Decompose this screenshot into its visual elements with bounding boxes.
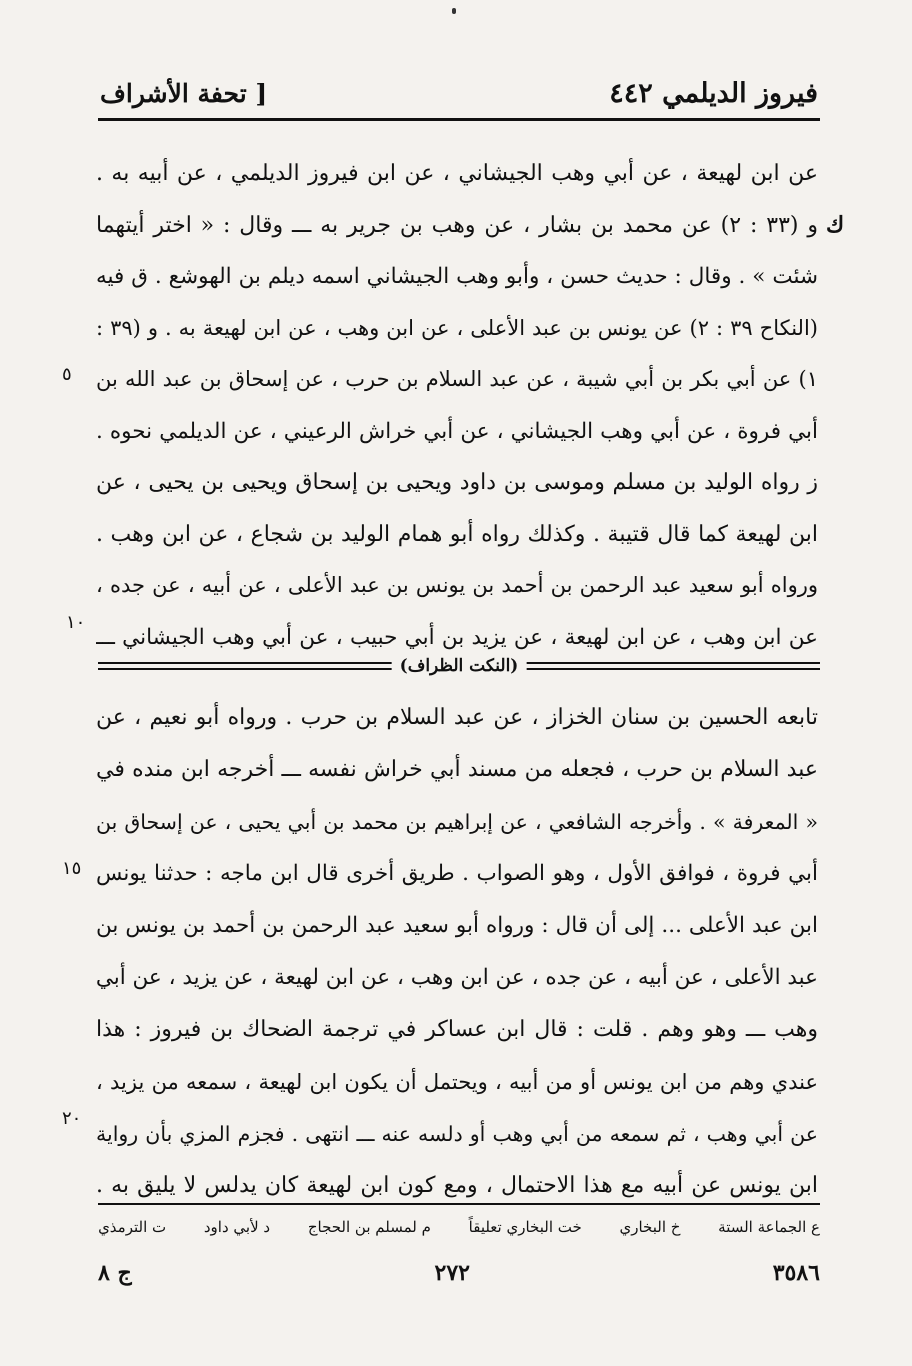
- commentary-line: عندي وهم من ابن يونس أو من أبيه ، ويحتمل أن يكون ابن لهيعة ، سمعه من يزيد ،: [96, 1070, 818, 1094]
- legend-item: ع الجماعة الستة: [718, 1218, 820, 1236]
- main-line: ١) عن أبي بكر بن أبي شيبة ، عن عبد السلام بن حرب ، عن إسحاق بن عبد الله بن: [96, 367, 818, 391]
- page-header: [100, 72, 818, 114]
- page-number: ٢٧٢: [434, 1260, 470, 1286]
- commentary-line: ابن يونس عن أبيه مع هذا الاحتمال ، ومع كون ابن لهيعة كان يدلس لا يليق به .: [96, 1173, 818, 1198]
- main-line: شئت » . وقال : حديث حسن ، وأبو وهب الجيشاني اسمه ديلم بن الهوشع . ق فيه: [96, 264, 818, 289]
- legend-item: د لأبي داود: [203, 1218, 271, 1236]
- main-line: ورواه أبو سعيد عبد الرحمن بن أحمد بن يونس بن عبد الأعلى ، عن أبيه ، عن جده ،: [96, 573, 818, 597]
- commentary-line: ابن عبد الأعلى ... إلى أن قال : ورواه أبو سعيد عبد الرحمن بن أحمد بن يونس بن: [96, 913, 818, 938]
- main-line: (النكاح ٣٩ : ٢) عن يونس بن عبد الأعلى ، عن ابن وهب ، عن ابن لهيعة به . و (٣٩ :: [96, 315, 818, 340]
- main-line: عن ابن وهب ، عن ابن لهيعة ، عن يزيد بن أبي حبيب ، عن أبي وهب الجيشاني ـــ: [96, 624, 818, 650]
- line-number: ١٠: [66, 612, 86, 633]
- commentary-line: وهب ـــ وهو وهم . قلت : قال ابن عساكر في ترجمة الضحاك بن فيروز : هذا: [96, 1017, 818, 1042]
- legend-item: ت الترمذي: [98, 1218, 167, 1236]
- legend-item: م لمسلم بن الحجاج: [307, 1218, 431, 1236]
- legend-item: خ البخاري: [619, 1218, 681, 1236]
- line-number: ٥: [62, 364, 72, 385]
- volume-label: ج ٨: [98, 1260, 132, 1286]
- commentary-line: عبد السلام بن حرب ، فجعله من مسند أبي خراش نفسه ـــ أخرجه ابن منده في: [96, 757, 818, 782]
- line-number: ٢٠: [62, 1108, 82, 1129]
- footer-rule: [98, 1203, 820, 1205]
- header-rule: [98, 118, 820, 121]
- margin-marker: ك: [826, 212, 845, 238]
- header-book-title: [ تحفة الأشراف: [100, 78, 268, 108]
- section-divider: [98, 652, 820, 680]
- legend-item: خت البخاري تعليقاً: [468, 1218, 582, 1236]
- line-number: ١٥: [62, 858, 82, 879]
- commentary-line: تابعه الحسين بن سنان الخزاز ، عن عبد السلام بن حرب . ورواه أبو نعيم ، عن: [96, 705, 818, 730]
- abbreviation-legend: [98, 1210, 820, 1244]
- page-footer: [98, 1256, 820, 1290]
- main-line: ابن لهيعة كما قال قتيبة . وكذلك رواه أبو همام الوليد بن شجاع ، عن ابن وهب .: [96, 521, 818, 547]
- commentary-line: أبي فروة ، فوافق الأول ، وهو الصواب . طريق أخرى قال ابن ماجه : حدثنا يونس: [96, 861, 818, 886]
- hadith-number: ٣٥٨٦: [772, 1260, 820, 1286]
- main-text: [96, 148, 818, 663]
- main-line: و (٣٣ : ٢) عن محمد بن بشار ، عن وهب بن جرير به ـــ وقال : « اختر أيتهما: [96, 212, 818, 238]
- commentary-line: عبد الأعلى ، عن أبيه ، عن جده ، عن ابن وهب ، عن ابن لهيعة ، عن يزيد ، عن أبي: [96, 965, 818, 990]
- main-line: عن ابن لهيعة ، عن أبي وهب الجيشاني ، عن ابن فيروز الديلمي ، عن أبيه به .: [96, 161, 818, 186]
- divider-label: (النكت الظراف): [392, 652, 527, 680]
- commentary-text: [96, 692, 818, 1212]
- main-line: أبي فروة ، عن أبي وهب الجيشاني ، عن أبي خراش الرعيني ، عن الديلمي نحوه .: [96, 418, 818, 444]
- commentary-line: عن أبي وهب ، ثم سمعه من أبي وهب أو دلسه عنه ـــ انتهى . فجزم المزي بأن رواية: [96, 1122, 818, 1146]
- commentary-line: « المعرفة » . وأخرجه الشافعي ، عن إبراهيم بن محمد بن أبي يحيى ، عن إسحاق بن: [96, 810, 818, 834]
- header-entry-title: فيروز الديلمي ٤٤٢: [609, 77, 818, 109]
- main-line: ز رواه الوليد بن مسلم وموسى بن داود ويحيى بن إسحاق ويحيى بن يحيى ، عن: [96, 470, 818, 495]
- page-speck: [452, 8, 456, 14]
